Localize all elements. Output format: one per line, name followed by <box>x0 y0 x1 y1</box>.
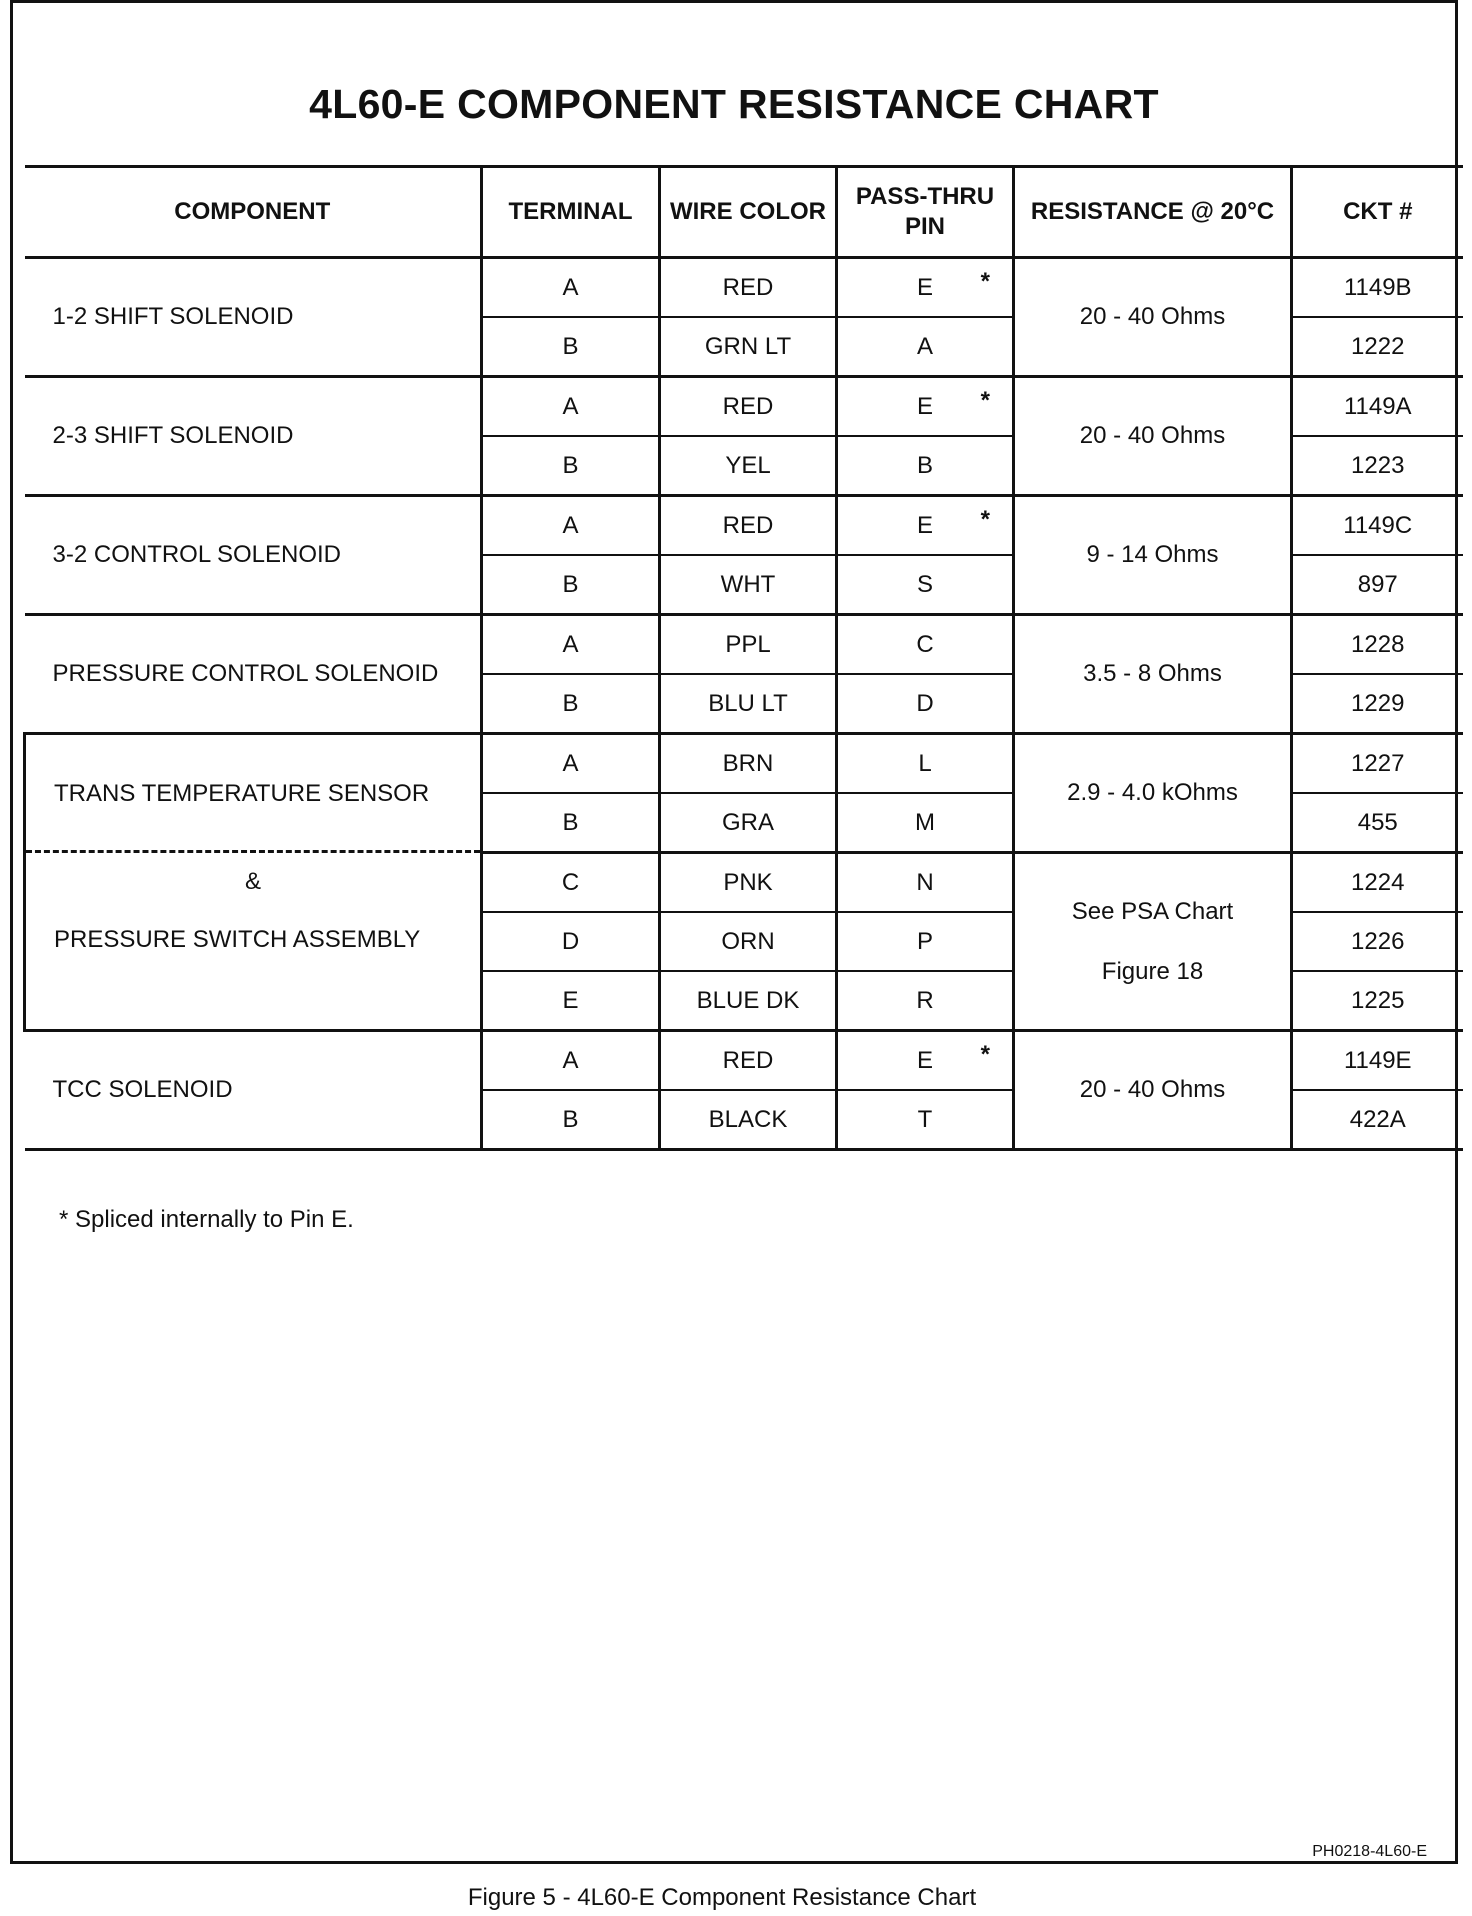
ckt-cell: 1149B <box>1292 258 1463 318</box>
table-row <box>25 734 1463 794</box>
ckt-cell: 1222 <box>1292 317 1463 377</box>
ckt-cell: 897 <box>1292 555 1463 615</box>
terminal-cell: A <box>482 615 660 675</box>
ampersand-label: & <box>244 868 261 895</box>
resistance-cell: 2.9 - 4.0 kOhms <box>1014 734 1292 853</box>
document-code: PH0218-4L60-E <box>1312 1843 1427 1860</box>
terminal-cell: A <box>482 1031 660 1091</box>
terminal-cell: A <box>482 377 660 437</box>
wire-color-cell: GRA <box>660 793 837 853</box>
header-wire-line1: WIRE <box>669 198 733 225</box>
wire-color-cell: RED <box>660 258 837 318</box>
pin-value: E <box>916 392 933 420</box>
terminal-cell: A <box>482 496 660 556</box>
pin-cell: B <box>837 436 1014 496</box>
wire-color-cell: PNK <box>660 853 837 913</box>
resistance-cell: 9 - 14 Ohms <box>1014 496 1292 615</box>
header-wire-line2: COLOR <box>739 198 826 225</box>
table-row <box>25 1031 1463 1091</box>
pin-cell: S <box>837 555 1014 615</box>
wire-color-cell: ORN <box>660 912 837 971</box>
header-res-line1: RESISTANCE <box>1030 198 1184 225</box>
pin-cell: D <box>837 674 1014 734</box>
splice-asterisk: * <box>980 505 990 533</box>
pin-cell: T <box>837 1090 1014 1150</box>
terminal-cell: B <box>482 793 660 853</box>
resistance-cell: 3.5 - 8 Ohms <box>1014 615 1292 734</box>
terminal-cell: A <box>482 734 660 794</box>
terminal-cell: B <box>482 1090 660 1150</box>
ckt-cell: 1229 <box>1292 674 1463 734</box>
chart-title: 4L60-E COMPONENT RESISTANCE CHART <box>309 81 1159 127</box>
pin-cell: M <box>837 793 1014 853</box>
resistance-cell: 20 - 40 Ohms <box>1014 1031 1292 1150</box>
table-row <box>25 258 1463 318</box>
terminal-cell: B <box>482 436 660 496</box>
resistance-cell: 20 - 40 Ohms <box>1014 377 1292 496</box>
header-ckt: CKT # <box>1292 167 1463 258</box>
ckt-cell: 1223 <box>1292 436 1463 496</box>
footnote: * Spliced internally to Pin E. <box>59 1206 354 1233</box>
psa-figure-note: Figure 18 <box>1101 957 1204 985</box>
terminal-cell: C <box>482 853 660 913</box>
table-row <box>25 377 1463 437</box>
wire-color-cell: BLUE DK <box>660 971 837 1031</box>
header-resistance <box>1014 167 1292 258</box>
pin-value: E <box>916 1046 933 1074</box>
wire-color-cell: BLACK <box>660 1090 837 1150</box>
ckt-cell: 1149C <box>1292 496 1463 556</box>
pin-cell: A <box>837 317 1014 377</box>
terminal-cell: B <box>482 555 660 615</box>
pin-value: E <box>916 273 933 301</box>
wire-color-cell: BRN <box>660 734 837 794</box>
table-row <box>25 496 1463 556</box>
pin-cell <box>837 496 1014 556</box>
terminal-cell: A <box>482 258 660 318</box>
wire-color-cell: GRN LT <box>660 317 837 377</box>
figure-caption-text: Figure 5 - 4L60-E Component Resistance Chart <box>467 1884 977 1911</box>
resistance-table <box>23 165 1463 1151</box>
pin-cell: R <box>837 971 1014 1031</box>
wire-color-cell: RED <box>660 1031 837 1091</box>
ckt-cell: 1227 <box>1292 734 1463 794</box>
header-pass-thru <box>837 167 1014 258</box>
splice-asterisk: * <box>980 1040 990 1068</box>
ckt-cell: 1224 <box>1292 853 1463 913</box>
resistance-cell: 20 - 40 Ohms <box>1014 258 1292 377</box>
ckt-cell: 1225 <box>1292 971 1463 1031</box>
component-name: PRESSURE SWITCH ASSEMBLY <box>54 926 421 953</box>
pin-cell: C <box>837 615 1014 675</box>
table-row <box>25 615 1463 675</box>
pin-cell: P <box>837 912 1014 971</box>
component-name: TCC SOLENOID <box>25 1031 482 1150</box>
terminal-cell: B <box>482 317 660 377</box>
resistance-cell <box>1014 853 1292 1031</box>
ckt-cell: 1149A <box>1292 377 1463 437</box>
component-name: 3-2 CONTROL SOLENOID <box>25 496 482 615</box>
component-name: PRESSURE CONTROL SOLENOID <box>25 615 482 734</box>
terminal-cell: E <box>482 971 660 1031</box>
pin-cell <box>837 258 1014 318</box>
pin-cell <box>837 377 1014 437</box>
header-pass-line1: PASS-THRU <box>855 183 995 210</box>
splice-asterisk: * <box>980 267 990 295</box>
wire-color-cell: YEL <box>660 436 837 496</box>
ckt-cell: 1149E <box>1292 1031 1463 1091</box>
figure-caption <box>0 1884 1472 1912</box>
wire-color-cell: PPL <box>660 615 837 675</box>
ckt-cell: 422A <box>1292 1090 1463 1150</box>
ckt-cell: 455 <box>1292 793 1463 853</box>
terminal-cell: B <box>482 674 660 734</box>
ckt-cell: 1226 <box>1292 912 1463 971</box>
pin-cell: N <box>837 853 1014 913</box>
terminal-cell: D <box>482 912 660 971</box>
splice-asterisk: * <box>980 386 990 414</box>
component-name: 2-3 SHIFT SOLENOID <box>25 377 482 496</box>
wire-color-cell: RED <box>660 496 837 556</box>
pin-value: E <box>916 511 933 539</box>
header-res-line2: @ 20°C <box>1190 198 1275 225</box>
header-terminal: TERMINAL <box>482 167 660 258</box>
wire-color-cell: WHT <box>660 555 837 615</box>
psa-chart-note: See PSA Chart <box>1071 897 1234 925</box>
component-name: TRANS TEMPERATURE SENSOR <box>26 737 480 853</box>
header-wire-color <box>660 167 837 258</box>
component-name: 1-2 SHIFT SOLENOID <box>25 258 482 377</box>
pin-cell: L <box>837 734 1014 794</box>
pin-cell <box>837 1031 1014 1091</box>
ckt-cell: 1228 <box>1292 615 1463 675</box>
component-group-cell <box>25 734 482 1031</box>
header-row <box>25 167 1463 258</box>
wire-color-cell: RED <box>660 377 837 437</box>
wire-color-cell: BLU LT <box>660 674 837 734</box>
header-pass-line2: PIN <box>904 213 945 240</box>
chart-frame <box>10 0 1458 1864</box>
header-component: COMPONENT <box>25 167 482 258</box>
